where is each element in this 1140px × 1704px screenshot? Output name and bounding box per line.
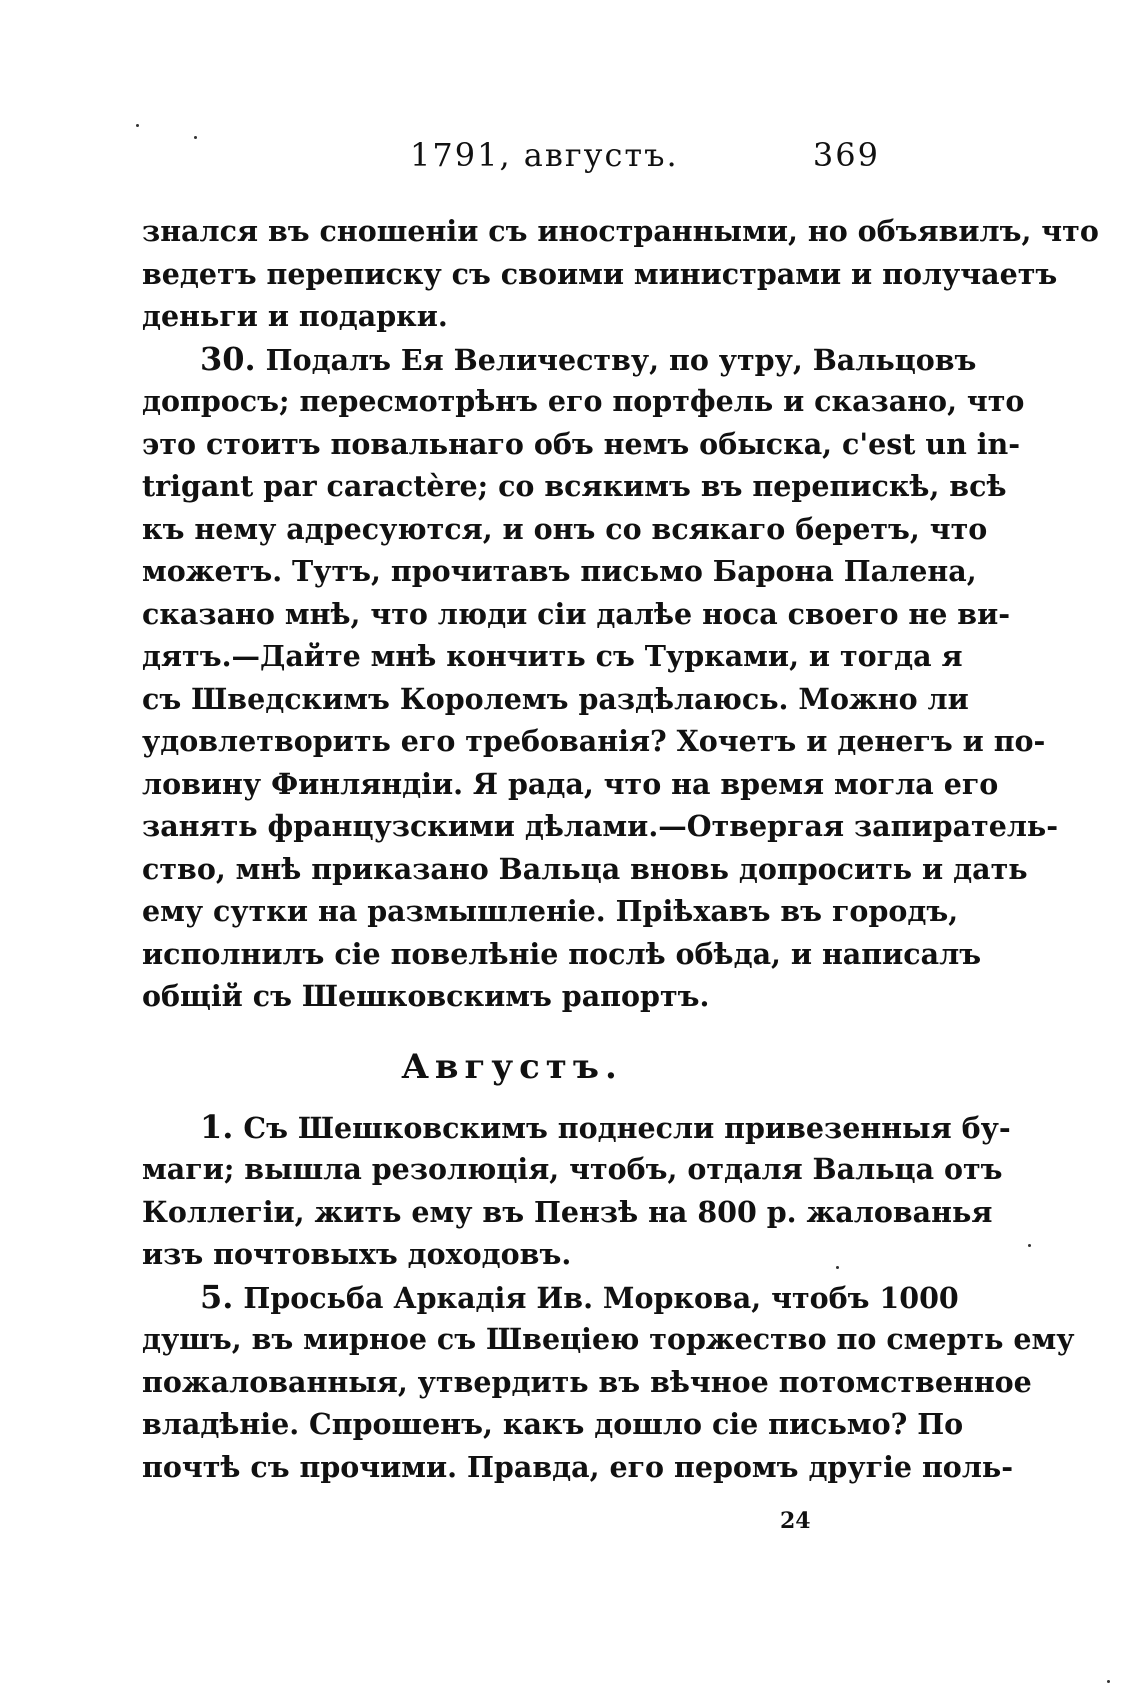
scan-speck — [136, 124, 139, 127]
text-line: ство, мнѣ приказано Вальца вновь допросить и дать — [142, 851, 1028, 886]
text-line: маги; вышла резолюція, чтобъ, отдаля Вальца отъ — [142, 1152, 1003, 1186]
scan-speck — [1028, 1244, 1031, 1247]
text-line: Съ Шешковскимъ поднесли привезенныя бу- — [243, 1110, 1011, 1145]
text-line: допросъ; пересмотрѣнъ его портфель и сказано, что — [142, 384, 1025, 418]
entry-number: 1. — [200, 1107, 234, 1146]
scan-speck — [1107, 1680, 1110, 1683]
scan-speck — [194, 136, 197, 139]
text-line: ему сутки на размышленіе. Пріѣхавъ въ городъ, — [142, 894, 959, 928]
entry-1-first-line — [142, 1106, 1011, 1149]
text-line: ловину Финляндіи. Я рада, что на время могла его — [142, 766, 999, 801]
text-line: Просьба Аркадія Ив. Моркова, чтобъ 1000 — [243, 1280, 959, 1315]
text-line: владѣніе. Спрошенъ, какъ дошло сіе письмо? По — [142, 1407, 964, 1441]
text-line: пожалованныя, утвердить въ вѣчное потомственное — [142, 1364, 1032, 1399]
text-line: удовлетворить его требованія? Хочетъ и денегъ и по- — [142, 724, 1046, 758]
text-line: къ нему адресуются, и онъ со всякаго беретъ, что — [142, 511, 988, 546]
text-line: trigant par caractère; со всякимъ въ перепискѣ, всѣ — [142, 469, 1007, 503]
scan-speck — [836, 1266, 839, 1269]
text-line: это стоитъ повальнаго объ немъ обыска, c'est un in- — [142, 426, 1021, 461]
text-line: Подалъ Ея Величеству, по утру, Вальцовъ — [265, 342, 977, 377]
entry-5-first-line — [142, 1276, 959, 1319]
text-line: общій съ Шешковскимъ рапортъ. — [142, 979, 710, 1013]
text-line: дятъ.—Дайте мнѣ кончить съ Турками, и тогда я — [142, 639, 963, 673]
text-line: съ Шведскимъ Королемъ раздѣлаюсь. Можно ли — [142, 681, 969, 716]
text-line: ведетъ переписку съ своими министрами и получаетъ — [142, 256, 1058, 291]
section-heading: Августъ. — [401, 1046, 623, 1087]
entry-number: 30. — [200, 339, 256, 378]
text-line: душъ, въ мирное съ Швеціею торжество по смерть ему — [142, 1322, 1075, 1356]
text-line: можетъ. Тутъ, прочитавъ письмо Барона Палена, — [142, 554, 977, 588]
text-line: деньги и подарки. — [142, 299, 448, 333]
text-line: изъ почтовыхъ доходовъ. — [142, 1237, 572, 1271]
printer-signature: 24 — [780, 1508, 811, 1534]
text-line: сказано мнѣ, что люди сіи далѣе носа своего не ви- — [142, 596, 1011, 631]
text-line: почтѣ съ прочими. Правда, его перомъ другіе поль- — [142, 1449, 1014, 1484]
page-number: 369 — [812, 136, 880, 174]
body-text — [142, 210, 1099, 1488]
running-head — [140, 136, 880, 186]
entry-number: 5. — [200, 1277, 234, 1316]
running-head-title: 1791, августъ. — [410, 136, 679, 174]
entry-30-first-line — [142, 338, 977, 381]
text-line: знался въ сношеніи съ иностранными, но объявилъ, что — [142, 214, 1099, 248]
text-line: Коллегіи, жить ему въ Пензѣ на 800 р. жалованья — [142, 1194, 993, 1229]
text-line: исполнилъ сіе повелѣніе послѣ обѣда, и написалъ — [142, 936, 982, 971]
text-line: занять французскими дѣлами.—Отвергая запиратель- — [142, 809, 1059, 843]
